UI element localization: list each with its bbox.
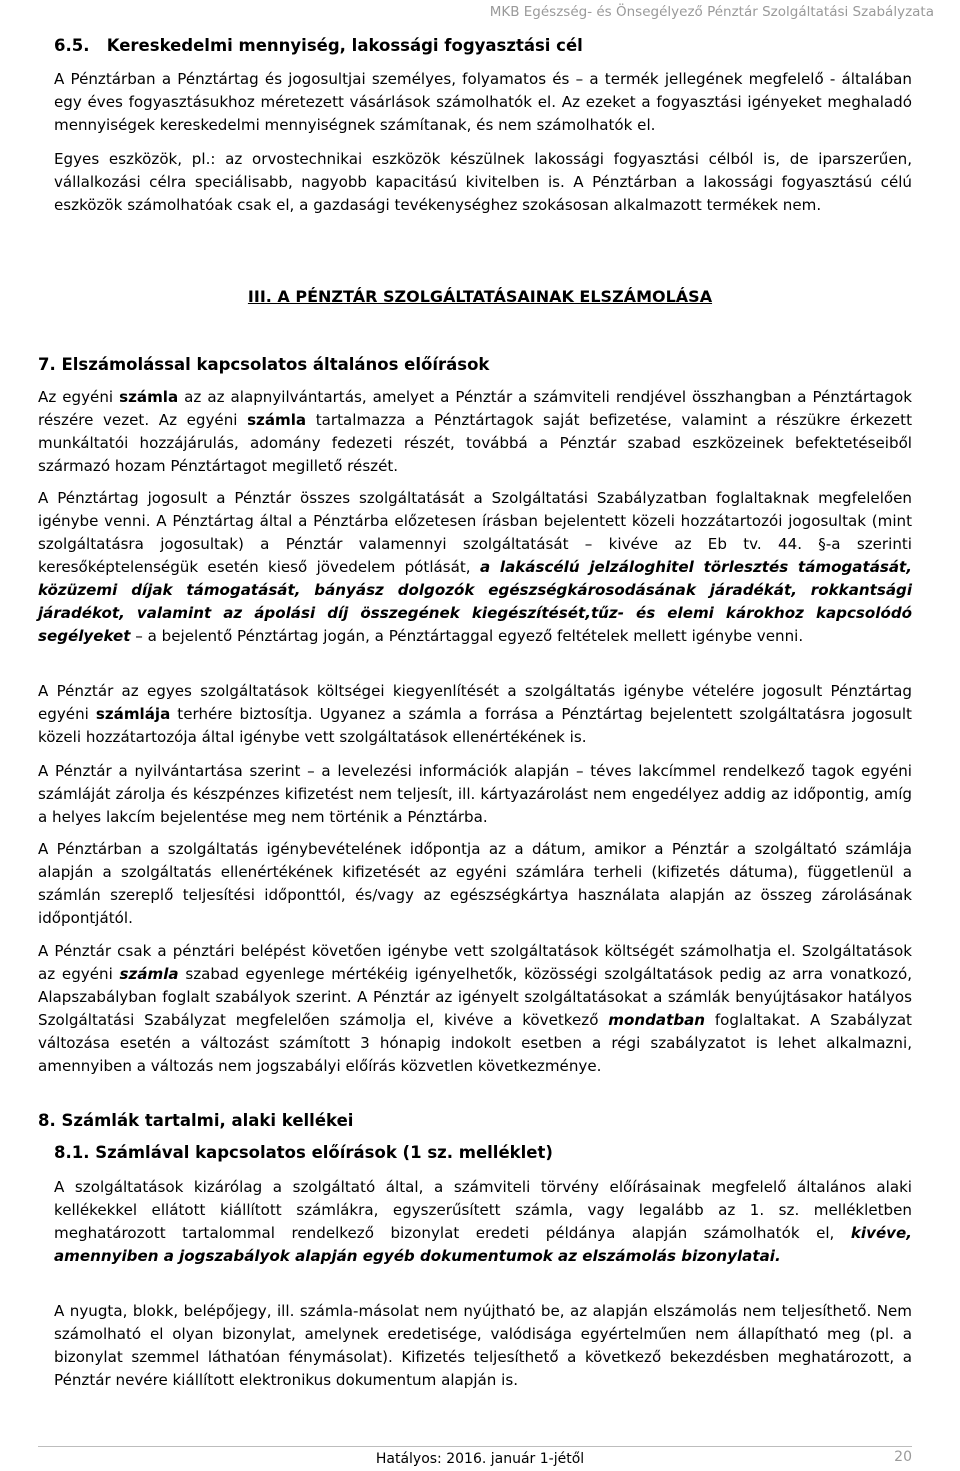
section-6-5-title: 6.5. Kereskedelmi mennyiség, lakossági fogyasztási cél xyxy=(54,36,583,55)
footer-divider xyxy=(38,1446,912,1447)
section-8-1-paragraph-1 xyxy=(54,1176,912,1268)
text-run: A szolgáltatások kizárólag a szolgáltató által, a számviteli törvény előírásainak megfelelő általános alaki kellékekkel ellátott kiállított számlákra, egyszerűsített számla, vagy legalább az 1. sz. mellékletben meghatározott tartalommal rendelkező bizonylat eredeti példánya alapján számolhatók el, xyxy=(54,1178,912,1242)
emphasis-mondatban: mondatban xyxy=(608,1011,706,1029)
section-8-1-paragraph-2: A nyugta, blokk, belépőjegy, ill. számla-másolat nem nyújtható be, az alapján elszámolás nem teljesíthető. Nem számolható el olyan bizonylat, amelynek eredetisége, valódisága egyértelműen nem állapítható meg (pl. a bizonylat szemmel láthatóan fénymásolat). Kifizetés teljesíthető a következő bekezdésben meghatározott, a Pénztár nevére kiállított elektronikus dokumentum alapján is. xyxy=(54,1302,912,1389)
text-run: A Pénztár az egyes szolgáltatások költségei kiegyenlítését a szolgáltatás igénybe vételére jogosult Pénztártag egyéni xyxy=(38,682,912,723)
section-7-paragraph-4: A Pénztár a nyilvántartása szerint – a levelezési információk alapján – téves lakcímmel rendelkező tagok egyéni számláját zárolja és készpénzes kifizetést nem teljesít, ill. kártyazárolást nem engedélyez addig az időpontig, amíg a helyes lakcím bejelentése meg nem történik a Pénztárba. xyxy=(38,762,912,826)
excluded-services-emphasis: a lakáscélú jelzáloghitel törlesztés támogatását, közüzemi díjak támogatását, bányász dolgozók egészségkárosodásának járadékát, rokkantsági járadékot, valamint az ápolási díj összegének kiegészítését,tűz- és elemi károkhoz kapcsolódó segélyeket xyxy=(38,558,912,645)
emphasis-szamla: számla xyxy=(247,411,307,429)
section-7-paragraph-6 xyxy=(38,940,912,1078)
emphasis-szamlaja: számlája xyxy=(95,705,171,723)
text-run: az az alapnyilvántartás, amelyet a Pénztár a számviteli rendjével összhangban a Pénztártagok részére vezet. Az egyéni xyxy=(38,388,912,429)
section-8-1-title: 8.1. Számlával kapcsolatos előírások (1 sz. melléklet) xyxy=(54,1143,553,1162)
page-number: 20 xyxy=(894,1449,912,1465)
text-run: terhére biztosítja. Ugyanez a számla a forrása a Pénztártag bejelentett szolgáltatásra jogosult közeli hozzátartozója által igénybe vett szolgáltatások ellenértékének is. xyxy=(38,705,912,746)
running-header: MKB Egészség- és Önsegélyező Pénztár Szolgáltatási Szabályzata xyxy=(489,4,934,20)
section-7-paragraph-3 xyxy=(38,680,912,749)
text-run: tartalmazza a Pénztártagok saját befizetése, valamint a részükre érkezett munkáltatói hozzájárulás, adomány fedezeti részét, továbbá a Pénztár szabad eszközeinek befektetéseiből származó hozam Pénztártagot megillető részét. xyxy=(38,411,912,475)
footer-effective-date: Hatályos: 2016. január 1-jétől xyxy=(375,1451,585,1467)
text-run: foglaltakat. A Szabályzat változása esetén a változást számított 3 hónapig indokolt esetben a régi szabályzatot is lehet alkalmazni, amennyiben a változás nem jogszabályi előírás közvetlen következménye. xyxy=(38,1011,912,1075)
section-7-title: 7. Elszámolással kapcsolatos általános előírások xyxy=(38,355,490,374)
section-6-5-paragraph-1: A Pénztárban a Pénztártag és jogosultjai személyes, folyamatos és – a termék jellegének megfelelő - általában egy éves fogyasztásukhoz méretezett vásárlások számolhatók el. Az ezeket a fogyasztási igényeket meghaladó mennyiségek kereskedelmi mennyiségnek számítanak, és nem számolhatók el. xyxy=(54,70,912,134)
exception-emphasis: kivéve, amennyiben a jogszabályok alapján egyéb dokumentumok az elszámolás bizonylatai. xyxy=(54,1224,912,1265)
text-run: szabad egyenlege mértékéig igényelhetők, közösségi szolgáltatások pedig az arra vonatkozó, Alapszabályban foglalt szabályok szerint. A Pénztár az igényelt szolgáltatásokat a számlák benyújtásakor hatályos Szolgáltatási Szabályzat megfelelően számolja el, kivéve a következő xyxy=(38,965,912,1029)
emphasis-szamla: számla xyxy=(119,965,179,983)
section-7-paragraph-2 xyxy=(38,487,912,648)
text-run: Az egyéni xyxy=(38,388,120,406)
text-run: A Pénztártag jogosult a Pénztár összes szolgáltatását a Szolgáltatási Szabályzatban foglaltaknak megfelelően igénybe venni. A Pénztártag által a Pénztárba előzetesen írásban bejelentett közeli hozzátartozói jogosultak (mint szolgáltatásra jogosultak) a Pénztár valamennyi szolgáltatását – kivéve az Eb tv. 44. §-a szerinti keresőképtelenségük esetén kieső jövedelem pótlását, xyxy=(38,489,912,576)
section-6-5-paragraph-2: Egyes eszközök, pl.: az orvostechnikai eszközök készülnek lakossági fogyasztási célból is, de iparszerűen, vállalkozási célra speciálisabb, nagyobb kapacitású kivitelben is. A Pénztárban a lakossági fogyasztású célú eszközök számolhatóak csak el, a gazdasági tevékenységhez szokásosan alkalmazott termékek nem. xyxy=(54,150,912,214)
part-3-title: III. A PÉNZTÁR SZOLGÁLTATÁSAINAK ELSZÁMOLÁSA xyxy=(247,287,713,306)
section-7-paragraph-5: A Pénztárban a szolgáltatás igénybevételének időpontja az a dátum, amikor a Pénztár a szolgáltató számlája alapján a szolgáltatás ellenértékének kifizetését az egyéni számlára terheli (kifizetés dátuma), függetlenül a számlán szereplő teljesítési időponttól, és/vagy az egészségkártya használata alapján az összeg zárolásának időpontjától. xyxy=(38,840,912,927)
text-run: A Pénztár csak a pénztári belépést követően igénybe vett szolgáltatások költségét számolhatja el. Szolgáltatások az egyéni xyxy=(38,942,912,983)
section-8-title: 8. Számlák tartalmi, alaki kellékei xyxy=(38,1111,354,1130)
emphasis-szamla: számla xyxy=(119,388,179,406)
text-run: – a bejelentő Pénztártag jogán, a Pénztártaggal egyező feltételek mellett igénybe venni. xyxy=(130,627,804,645)
section-7-paragraph-1 xyxy=(38,386,912,478)
